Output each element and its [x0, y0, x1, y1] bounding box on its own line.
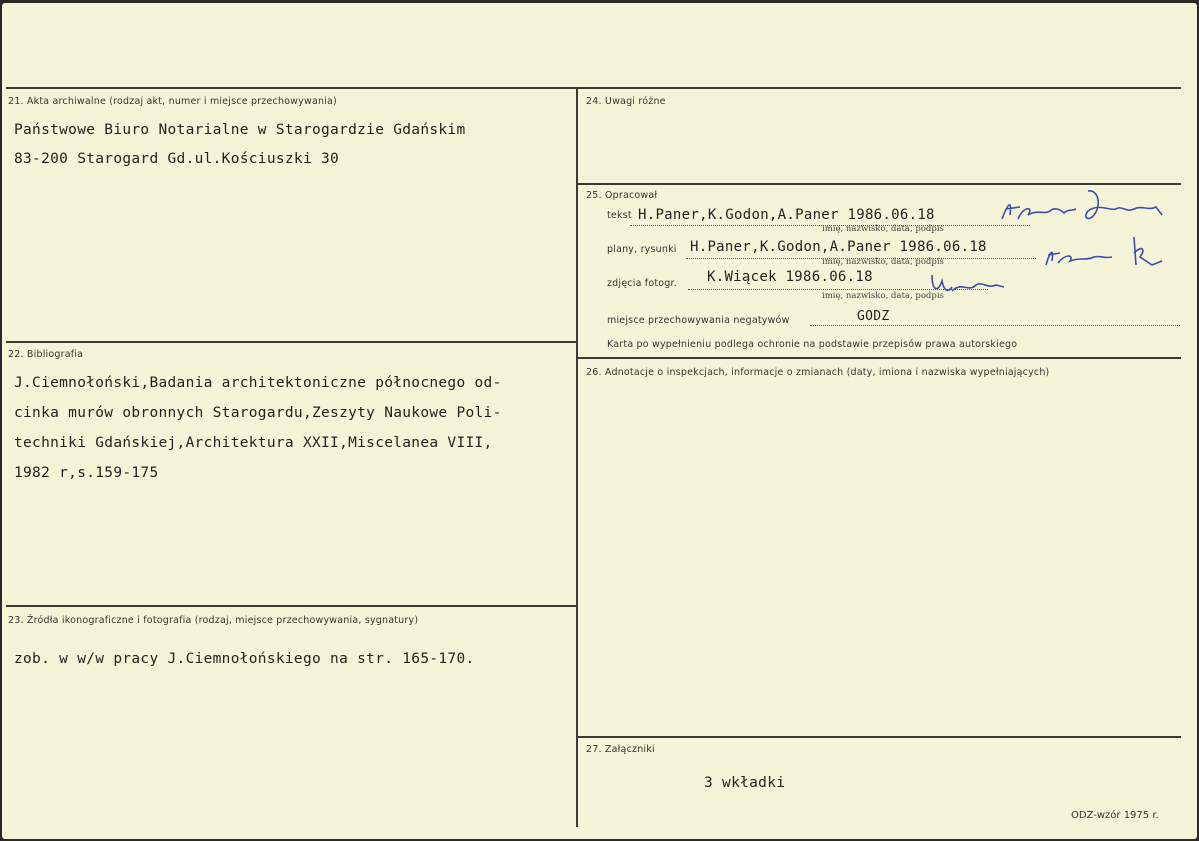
tekst-caption: imię, nazwisko, data, podpis — [822, 224, 944, 234]
copyright-note: Karta po wypełnieniu podlega ochronie na podstawie przepisów prawa autorskiego — [607, 339, 1018, 350]
section-24-label: 24. Uwagi różne — [586, 96, 666, 107]
plany-caption: imię, nazwisko, data, podpis — [822, 257, 944, 267]
section-21-label: 21. Akta archiwalne (rodzaj akt, numer i miejsce przechowywania) — [8, 96, 337, 107]
column-divider — [576, 87, 578, 827]
section-21-line-2: 83-200 Starogard Gd.ul.Kościuszki 30 — [14, 151, 340, 167]
rule-25-26 — [578, 357, 1181, 359]
tekst-label: tekst — [607, 210, 632, 221]
zdjecia-caption: imię, nazwisko, data, podpis — [822, 291, 944, 301]
top-rule — [6, 87, 1181, 89]
rule-26-27 — [578, 736, 1181, 738]
bibliography-line: cinka murów obronnych Starogardu,Zeszyty Naukowe Poli- — [14, 405, 502, 421]
zdjecia-label: zdjęcia fotogr. — [607, 278, 677, 289]
section-23-label: 23. Źródła ikonograficzne i fotografia (rodzaj, miejsce przechowywania, sygnatury) — [8, 615, 419, 626]
plany-label: plany, rysunki — [607, 244, 677, 255]
form-id: ODZ-wzór 1975 r. — [1071, 810, 1159, 821]
record-card — [2, 3, 1197, 839]
section-21-line-1: Państwowe Biuro Notarialne w Starogardzie Gdańskim — [14, 122, 466, 138]
section-25-label: 25. Opracował — [586, 190, 658, 201]
negatives-label: miejsce przechowywania negatywów — [607, 315, 790, 326]
signature-zdjecia — [928, 269, 1008, 299]
attachments-value: 3 wkładki — [704, 775, 786, 791]
signature-plany — [1042, 231, 1172, 271]
signature-tekst — [998, 185, 1168, 229]
plany-value: H.Paner,K.Godon,A.Paner 1986.06.18 — [690, 239, 987, 255]
negatives-value: GODZ — [857, 309, 890, 324]
section-27-label: 27. Załączniki — [586, 744, 655, 755]
tekst-value: H.Paner,K.Godon,A.Paner 1986.06.18 — [638, 207, 935, 223]
bibliography-line: J.Ciemnołoński,Badania architektoniczne północnego od- — [14, 375, 502, 391]
section-23-text: zob. w w/w pracy J.Ciemnołońskiego na str. 165-170. — [14, 651, 475, 667]
rule-22-23 — [6, 605, 576, 607]
bibliography-line: techniki Gdańskiej,Architektura XXII,Miscelanea VIII, — [14, 435, 493, 451]
negatives-dotline — [810, 325, 1180, 326]
zdjecia-value: K.Wiącek 1986.06.18 — [707, 269, 873, 285]
bibliography-line: 1982 r,s.159-175 — [14, 465, 159, 481]
section-26-label: 26. Adnotacje o inspekcjach, informacje o zmianach (daty, imiona i nazwiska wypełniających) — [586, 367, 1050, 378]
section-22-label: 22. Bibliografia — [8, 349, 84, 360]
rule-21-22 — [6, 341, 576, 343]
